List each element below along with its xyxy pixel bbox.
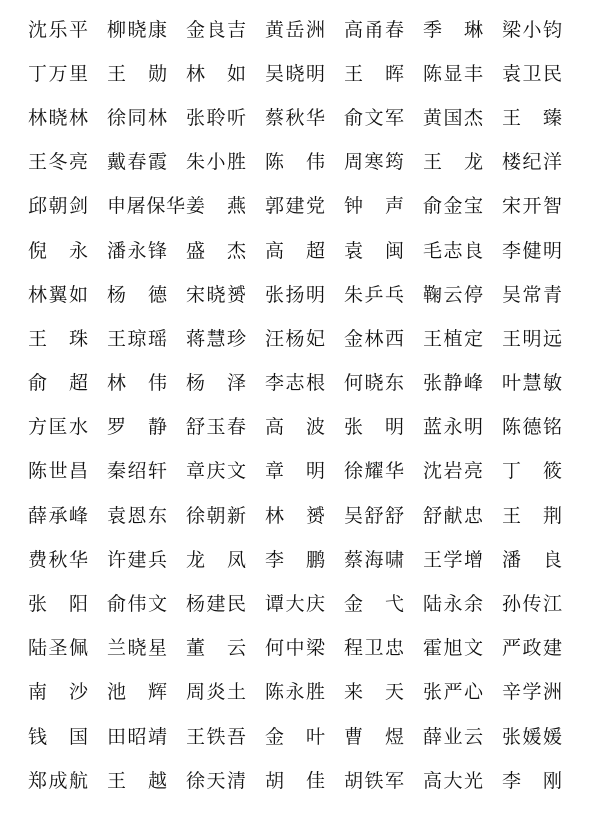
person-name: 方 匡 水 (28, 416, 88, 439)
name-cell (28, 450, 107, 494)
name-cell (423, 627, 502, 671)
person-name: 曹 煜 (344, 725, 404, 748)
name-cell (186, 583, 265, 627)
name-cell (107, 671, 186, 715)
person-name: 毛 志 良 (423, 239, 483, 262)
name-cell (28, 185, 107, 229)
name-cell (265, 229, 344, 273)
name-cell (265, 406, 344, 450)
person-name: 许 建 兵 (107, 548, 167, 571)
name-cell (265, 8, 344, 52)
name-cell (28, 627, 107, 671)
name-cell (186, 715, 265, 759)
name-cell (344, 715, 423, 759)
person-name: 兰 晓 星 (107, 637, 167, 660)
name-cell (423, 406, 502, 450)
person-name: 吴 舒 舒 (344, 504, 404, 527)
person-name: 林 如 (186, 62, 246, 85)
name-row (28, 362, 588, 406)
name-cell (107, 229, 186, 273)
person-name: 严 政 建 (502, 637, 562, 660)
person-name: 蔡 秋 华 (265, 106, 325, 129)
name-cell (186, 96, 265, 140)
name-cell (186, 52, 265, 96)
name-cell (423, 96, 502, 140)
person-name: 王 荆 (502, 504, 562, 527)
name-cell (423, 715, 502, 759)
name-cell (28, 273, 107, 317)
name-cell (28, 406, 107, 450)
person-name: 金 叶 (265, 725, 325, 748)
name-cell (344, 273, 423, 317)
name-cell (107, 494, 186, 538)
name-row (28, 273, 588, 317)
name-row (28, 406, 588, 450)
person-name: 张 阳 (28, 593, 88, 616)
name-cell (344, 406, 423, 450)
name-cell (186, 627, 265, 671)
name-cell (28, 715, 107, 759)
name-cell (28, 671, 107, 715)
name-cell (107, 362, 186, 406)
name-cell (186, 273, 265, 317)
person-name: 柳 晓 康 (107, 18, 167, 41)
person-name: 董 云 (186, 637, 246, 660)
person-name: 黄 岳 洲 (265, 18, 325, 41)
name-row (28, 141, 588, 185)
name-cell (265, 715, 344, 759)
name-cell (186, 671, 265, 715)
person-name: 陆 永 余 (423, 593, 483, 616)
name-cell (186, 362, 265, 406)
name-row (28, 229, 588, 273)
person-name: 吴 晓 明 (265, 62, 325, 85)
name-row (28, 582, 588, 626)
person-name: 俞 超 (28, 372, 88, 395)
person-name: 郑 成 航 (28, 769, 88, 792)
name-cell (344, 52, 423, 96)
person-name: 林 翼 如 (28, 283, 88, 306)
person-name: 金 弋 (344, 593, 404, 616)
name-cell (344, 317, 423, 361)
person-name: 钱 国 (28, 725, 88, 748)
name-cell (265, 759, 344, 803)
name-cell (423, 538, 502, 582)
name-cell (344, 229, 423, 273)
person-name: 程 卫 忠 (344, 637, 404, 660)
name-cell (265, 671, 344, 715)
person-name: 徐 同 林 (107, 106, 167, 129)
name-cell (186, 141, 265, 185)
person-name: 张 明 (344, 416, 404, 439)
person-name: 朱 小 胜 (186, 151, 246, 174)
name-list-grid (28, 8, 588, 803)
name-cell (423, 141, 502, 185)
person-name: 黄 国 杰 (423, 106, 483, 129)
name-cell (265, 362, 344, 406)
name-cell (423, 8, 502, 52)
person-name: 戴 春 霞 (107, 151, 167, 174)
person-name: 俞 伟 文 (107, 593, 167, 616)
person-name: 杨 泽 (186, 372, 246, 395)
name-cell (265, 450, 344, 494)
name-row (28, 96, 588, 140)
person-name: 申 屠 保 华 (107, 195, 185, 218)
name-cell (344, 185, 423, 229)
name-row (28, 494, 588, 538)
name-row (28, 8, 588, 52)
person-name: 徐 天 清 (186, 769, 246, 792)
name-cell (107, 96, 186, 140)
person-name: 季 琳 (423, 18, 483, 41)
person-name: 沈 岩 亮 (423, 460, 483, 483)
person-name: 蔡 海 啸 (344, 548, 404, 571)
name-cell (502, 583, 581, 627)
person-name: 林 晓 林 (28, 106, 88, 129)
person-name: 姜 燕 (186, 195, 246, 218)
name-cell (28, 759, 107, 803)
person-name: 舒 玉 春 (186, 416, 246, 439)
person-name: 王 龙 (423, 151, 483, 174)
person-name: 高 甬 春 (344, 18, 404, 41)
name-cell (28, 317, 107, 361)
name-cell (423, 759, 502, 803)
person-name: 高 大 光 (423, 769, 483, 792)
person-name: 盛 杰 (186, 239, 246, 262)
person-name: 王 铁 吾 (186, 725, 246, 748)
name-cell (344, 141, 423, 185)
person-name: 陈 显 丰 (423, 62, 483, 85)
person-name: 邱 朝 剑 (28, 195, 88, 218)
name-cell (502, 715, 581, 759)
name-cell (28, 229, 107, 273)
name-cell (423, 494, 502, 538)
person-name: 汪 杨 妃 (265, 327, 325, 350)
name-cell (186, 538, 265, 582)
name-cell (344, 8, 423, 52)
name-cell (344, 96, 423, 140)
name-cell (28, 52, 107, 96)
person-name: 杨 德 (107, 283, 167, 306)
name-cell (423, 229, 502, 273)
person-name: 林 伟 (107, 372, 167, 395)
person-name: 周 炎 土 (186, 681, 246, 704)
person-name: 陆 圣 佩 (28, 637, 88, 660)
name-cell (28, 141, 107, 185)
name-cell (265, 185, 344, 229)
person-name: 袁 恩 东 (107, 504, 167, 527)
name-cell (502, 273, 581, 317)
name-cell (502, 185, 581, 229)
person-name: 徐 朝 新 (186, 504, 246, 527)
person-name: 楼 纪 洋 (502, 151, 562, 174)
name-cell (423, 362, 502, 406)
person-name: 俞 文 军 (344, 106, 404, 129)
name-cell (423, 185, 502, 229)
name-cell (265, 141, 344, 185)
name-cell (423, 671, 502, 715)
person-name: 南 沙 (28, 681, 88, 704)
person-name: 费 秋 华 (28, 548, 88, 571)
person-name: 陈 永 胜 (265, 681, 325, 704)
person-name: 徐 耀 华 (344, 460, 404, 483)
name-cell (186, 229, 265, 273)
person-name: 高 波 (265, 416, 325, 439)
person-name: 郭 建 党 (265, 195, 325, 218)
person-name: 秦 绍 轩 (107, 460, 167, 483)
person-name: 王 冬 亮 (28, 151, 88, 174)
name-cell (107, 715, 186, 759)
name-row (28, 715, 588, 759)
person-name: 高 超 (265, 239, 325, 262)
name-cell (502, 229, 581, 273)
name-cell (344, 538, 423, 582)
person-name: 吴 常 青 (502, 283, 562, 306)
person-name: 章 明 (265, 460, 325, 483)
name-row (28, 450, 588, 494)
name-cell (28, 362, 107, 406)
name-cell (107, 627, 186, 671)
name-cell (502, 759, 581, 803)
person-name: 蓝 永 明 (423, 416, 483, 439)
person-name: 丁 筱 (502, 460, 562, 483)
person-name: 周 寒 筠 (344, 151, 404, 174)
person-name: 张 媛 媛 (502, 725, 562, 748)
person-name: 谭 大 庆 (265, 593, 325, 616)
person-name: 林 赟 (265, 504, 325, 527)
name-cell (107, 317, 186, 361)
person-name: 丁 万 里 (28, 62, 88, 85)
name-cell (265, 494, 344, 538)
name-cell (502, 96, 581, 140)
name-cell (502, 52, 581, 96)
name-cell (344, 759, 423, 803)
name-cell (265, 52, 344, 96)
person-name: 李 刚 (502, 769, 562, 792)
name-row (28, 317, 588, 361)
person-name: 薛 业 云 (423, 725, 483, 748)
person-name: 王 学 增 (423, 548, 483, 571)
name-cell (107, 8, 186, 52)
person-name: 章 庆 文 (186, 460, 246, 483)
person-name: 沈 乐 平 (28, 18, 88, 41)
name-cell (344, 583, 423, 627)
name-cell (186, 494, 265, 538)
name-cell (28, 494, 107, 538)
person-name: 辛 学 洲 (502, 681, 562, 704)
name-cell (186, 8, 265, 52)
person-name: 王 植 定 (423, 327, 483, 350)
person-name: 蒋 慧 珍 (186, 327, 246, 350)
person-name: 何 晓 东 (344, 372, 404, 395)
person-name: 袁 闽 (344, 239, 404, 262)
person-name: 鞠 云 停 (423, 283, 483, 306)
name-cell (344, 494, 423, 538)
person-name: 金 良 吉 (186, 18, 246, 41)
person-name: 潘 永 锋 (107, 239, 167, 262)
person-name: 张 静 峰 (423, 372, 483, 395)
person-name: 李 鹏 (265, 548, 325, 571)
name-cell (186, 185, 265, 229)
person-name: 张 严 心 (423, 681, 483, 704)
name-cell (107, 759, 186, 803)
person-name: 王 珠 (28, 327, 88, 350)
person-name: 王 臻 (502, 106, 562, 129)
name-row (28, 759, 588, 803)
name-cell (186, 406, 265, 450)
name-cell (344, 362, 423, 406)
name-row (28, 185, 588, 229)
person-name: 何 中 梁 (265, 637, 325, 660)
person-name: 龙 凤 (186, 548, 246, 571)
name-cell (265, 627, 344, 671)
name-cell (107, 52, 186, 96)
person-name: 袁 卫 民 (502, 62, 562, 85)
name-cell (265, 538, 344, 582)
name-cell (107, 406, 186, 450)
name-cell (107, 141, 186, 185)
person-name: 陈 世 昌 (28, 460, 88, 483)
name-cell (28, 8, 107, 52)
person-name: 王 明 远 (502, 327, 562, 350)
person-name: 朱 乒 乓 (344, 283, 404, 306)
name-cell (344, 671, 423, 715)
name-cell (265, 317, 344, 361)
name-cell (423, 273, 502, 317)
name-cell (186, 317, 265, 361)
name-cell (502, 406, 581, 450)
name-cell (28, 583, 107, 627)
name-cell (344, 627, 423, 671)
person-name: 宋 开 智 (502, 195, 562, 218)
name-cell (107, 273, 186, 317)
name-cell (423, 583, 502, 627)
person-name: 王 琼 瑶 (107, 327, 167, 350)
person-name: 倪 永 (28, 239, 88, 262)
name-cell (502, 450, 581, 494)
name-cell (502, 538, 581, 582)
name-cell (186, 450, 265, 494)
person-name: 俞 金 宝 (423, 195, 483, 218)
name-cell (28, 538, 107, 582)
person-name: 王 勋 (107, 62, 167, 85)
name-cell (423, 52, 502, 96)
name-cell (502, 627, 581, 671)
person-name: 金 林 西 (344, 327, 404, 350)
name-cell (107, 185, 186, 229)
name-row (28, 627, 588, 671)
name-cell (107, 538, 186, 582)
person-name: 胡 佳 (265, 769, 325, 792)
name-cell (344, 450, 423, 494)
name-cell (186, 759, 265, 803)
person-name: 宋 晓 赟 (186, 283, 246, 306)
person-name: 薛 承 峰 (28, 504, 88, 527)
person-name: 孙 传 江 (502, 593, 562, 616)
person-name: 陈 德 铭 (502, 416, 562, 439)
person-name: 罗 静 (107, 416, 167, 439)
person-name: 霍 旭 文 (423, 637, 483, 660)
name-cell (502, 8, 581, 52)
person-name: 杨 建 民 (186, 593, 246, 616)
person-name: 舒 献 忠 (423, 504, 483, 527)
name-cell (28, 96, 107, 140)
person-name: 胡 铁 军 (344, 769, 404, 792)
person-name: 潘 良 (502, 548, 562, 571)
name-cell (107, 450, 186, 494)
name-cell (423, 317, 502, 361)
name-row (28, 52, 588, 96)
person-name: 张 聆 听 (186, 106, 246, 129)
name-cell (502, 362, 581, 406)
name-cell (502, 141, 581, 185)
name-cell (265, 583, 344, 627)
person-name: 李 健 明 (502, 239, 562, 262)
person-name: 来 天 (344, 681, 404, 704)
name-cell (502, 317, 581, 361)
person-name: 田 昭 靖 (107, 725, 167, 748)
person-name: 李 志 根 (265, 372, 325, 395)
person-name: 王 越 (107, 769, 167, 792)
name-cell (502, 671, 581, 715)
name-cell (265, 273, 344, 317)
person-name: 叶 慧 敏 (502, 372, 562, 395)
person-name: 王 晖 (344, 62, 404, 85)
name-cell (423, 450, 502, 494)
person-name: 陈 伟 (265, 151, 325, 174)
name-row (28, 538, 588, 582)
name-cell (107, 583, 186, 627)
name-cell (502, 494, 581, 538)
person-name: 张 扬 明 (265, 283, 325, 306)
name-row (28, 671, 588, 715)
person-name: 钟 声 (344, 195, 404, 218)
person-name: 池 辉 (107, 681, 167, 704)
person-name: 梁 小 钧 (502, 18, 562, 41)
name-cell (265, 96, 344, 140)
